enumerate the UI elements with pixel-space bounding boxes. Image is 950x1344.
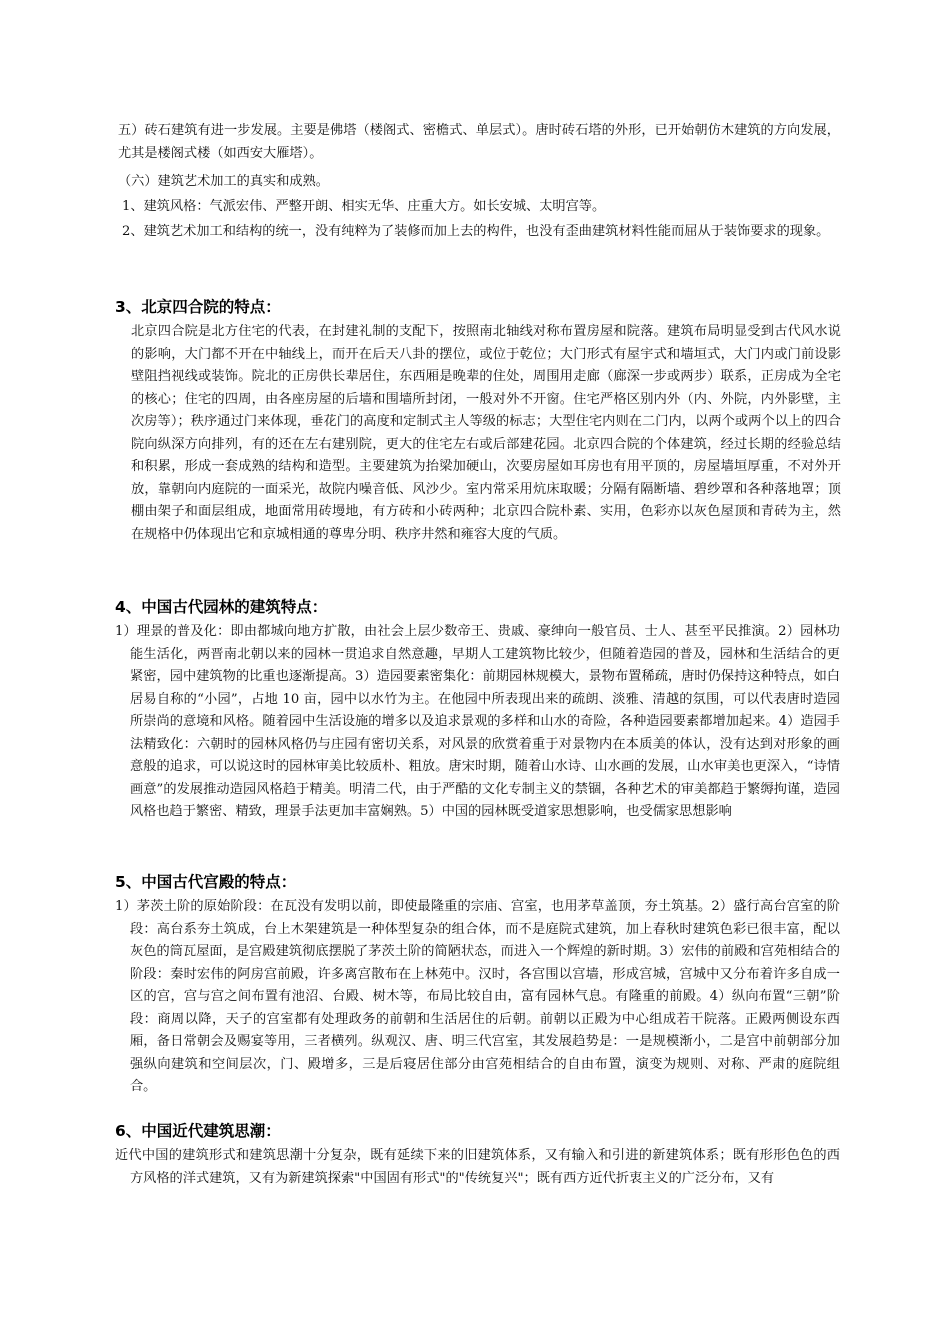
paragraph-siheyuan: 北京四合院是北方住宅的代表，在封建礼制的支配下，按照南北轴线对称布置房屋和院落。建筑布局明显受到古代风水说的影响，大门都不开在中轴线上，而开在后天八卦的摆位，或位于乾位；大门形式有屋宇式和墙垣式，大门内或门前设影壁阻挡视线或装饰。院北的正房供长辈居住，东西厢是晚辈的住处，周围用走廊（廊深一步或两步）联系，正房成为全宅的核心；住宅的四周，由各座房屋的后墙和围墙所封闭，一般对外不开窗。住宅严格区别内外（内、外院，内外影壁，主次房等）；秩序通过门来体现，垂花门的高度和定制式主人等级的标志；大型住宅内则在二门内，以两个或两个以上的四合院向纵深方向排列，有的还在左右建别院，更大的住宅左右或后部建花园。北京四合院的个体建筑，经过长期的经验总结和积累，形成一套成熟的结构和造型。主要建筑为抬梁加硬山，次要房屋如耳房也有用平顶的，房屋墙垣厚重，不对外开放，靠朝向内庭院的一面采光，故院内噪音低、风沙少。室内常采用炕床取暖；分隔有隔断墙、碧纱罩和各种落地罩；顶棚由架子和面层组成，地面常用砖墁地，有方砖和小砖两种；北京四合院朴素、实用，色彩亦以灰色屋顶和青砖为主，然在规格中仍体现出它和京城相通的尊卑分明、秩序井然和雍容大度的气质。 [131,324,841,542]
heading-siheyuan: 3、北京四合院的特点： [115,298,281,316]
paragraph-brick-stone: 五）砖石建筑有进一步发展。主要是佛塔（楼阁式、密檐式、单层式）。唐时砖石塔的外形，已开始朝仿木建筑的方向发展，尤其是楼阁式楼（如西安大雁塔）。 [118,123,840,161]
heading-modern-thought: 6、中国近代建筑思潮： [115,1122,281,1140]
heading-garden: 4、中国古代园林的建筑特点： [115,598,328,616]
paragraph-modern-thought: 近代中国的建筑形式和建筑思潮十分复杂，既有延续下来的旧建筑体系，又有输入和引进的新建筑体系；既有形形色色的西方风格的洋式建筑，又有为新建筑探索"中国固有形式"的"传统复兴"；既有西方近代折衷主义的广泛分布，又有 [115,1148,840,1186]
paragraph-style: 1、建筑风格：气派宏伟、严整开朗、相实无华、庄重大方。如长安城、太明宫等。 [122,199,606,214]
paragraph-unity: 2、建筑艺术加工和结构的统一，没有纯粹为了装修而加上去的构件，也没有歪曲建筑材料性能而屈从于装饰要求的现象。 [122,224,830,239]
paragraph-art-processing: （六）建筑艺术加工的真实和成熟。 [118,174,329,189]
heading-palace: 5、中国古代宫殿的特点： [115,873,297,891]
paragraph-palace: 1）茅茨土阶的原始阶段：在瓦没有发明以前，即使最隆重的宗庙、宫室，也用茅草盖顶，夯土筑基。2）盛行高台宫室的阶段：高台系夯土筑成，台上木架建筑是一种体型复杂的组合体，而不是庭院式建筑，加上春秋时建筑色彩已很丰富，配以灰色的筒瓦屋面，是宫殿建筑彻底摆脱了茅茨土阶的简陋状态，而进入一个辉煌的新时期。3）宏伟的前殿和宫苑相结合的阶段：秦时宏伟的阿房宫前殿，许多离宫散布在上林苑中。汉时，各宫围以宫墙，形成宫城，宫城中又分布着许多自成一区的宫，宫与宫之间布置有池沼、台殿、树木等，布局比较自由，富有园林气息。有隆重的前殿。4）纵向布置“三朝”阶段：商周以降，天子的宫室都有处理政务的前朝和生活居住的后朝。前朝以正殿为中心组成若干院落。正殿两侧设东西厢，备日常朝会及赐宴等用，三者横列。纵观汉、唐、明三代宫室，其发展趋势是：一是规模渐小，二是宫中前朝部分加强纵向建筑和空间层次，门、殿增多，三是后寝居住部分由宫苑相结合的自由布置，演变为规则、对称、严肃的庭院组合。 [115,899,840,1094]
paragraph-garden: 1）理景的普及化：即由都城向地方扩散，由社会上层少数帝王、贵戚、豪绅向一般官员、士人、甚至平民推演。2）园林功能生活化，两晋南北朝以来的园林一贯追求自然意趣，早期人工建筑物比较少，但随着造园的普及，园林和生活结合的更紧密，园中建筑物的比重也逐渐提高。3）造园要素密集化：前期园林规模大，景物布置稀疏，唐时仍保持这种特点，如白居易自称的“小园”，占地 10 亩，园中以水竹为主。在他园中所表现出来的疏朗、淡雅、清越的氛围，可以代表唐时造园所崇尚的意境和风格。随着园中生活设施的增多以及追求景观的多样和山水的奇险，各种造园要素都增加起来。4）造园手法精致化：六朝时的园林风格仍与庄园有密切关系，对风景的欣赏着重于对景物内在本质美的体认，没有达到对形象的画意般的追求，可以说这时的园林审美比较质朴、粗放。唐宋时期，随着山水诗、山水画的发展，山水审美也更深入，“诗情画意”的发展推动造园风格趋于精美。明清二代，由于严酷的文化专制主义的禁锢，各种艺术的审美都趋于繁缛拘谨，造园风格也趋于繁密、精致，理景手法更加丰富娴熟。5）中国的园林既受道家思想影响，也受儒家思想影响 [115,624,840,819]
